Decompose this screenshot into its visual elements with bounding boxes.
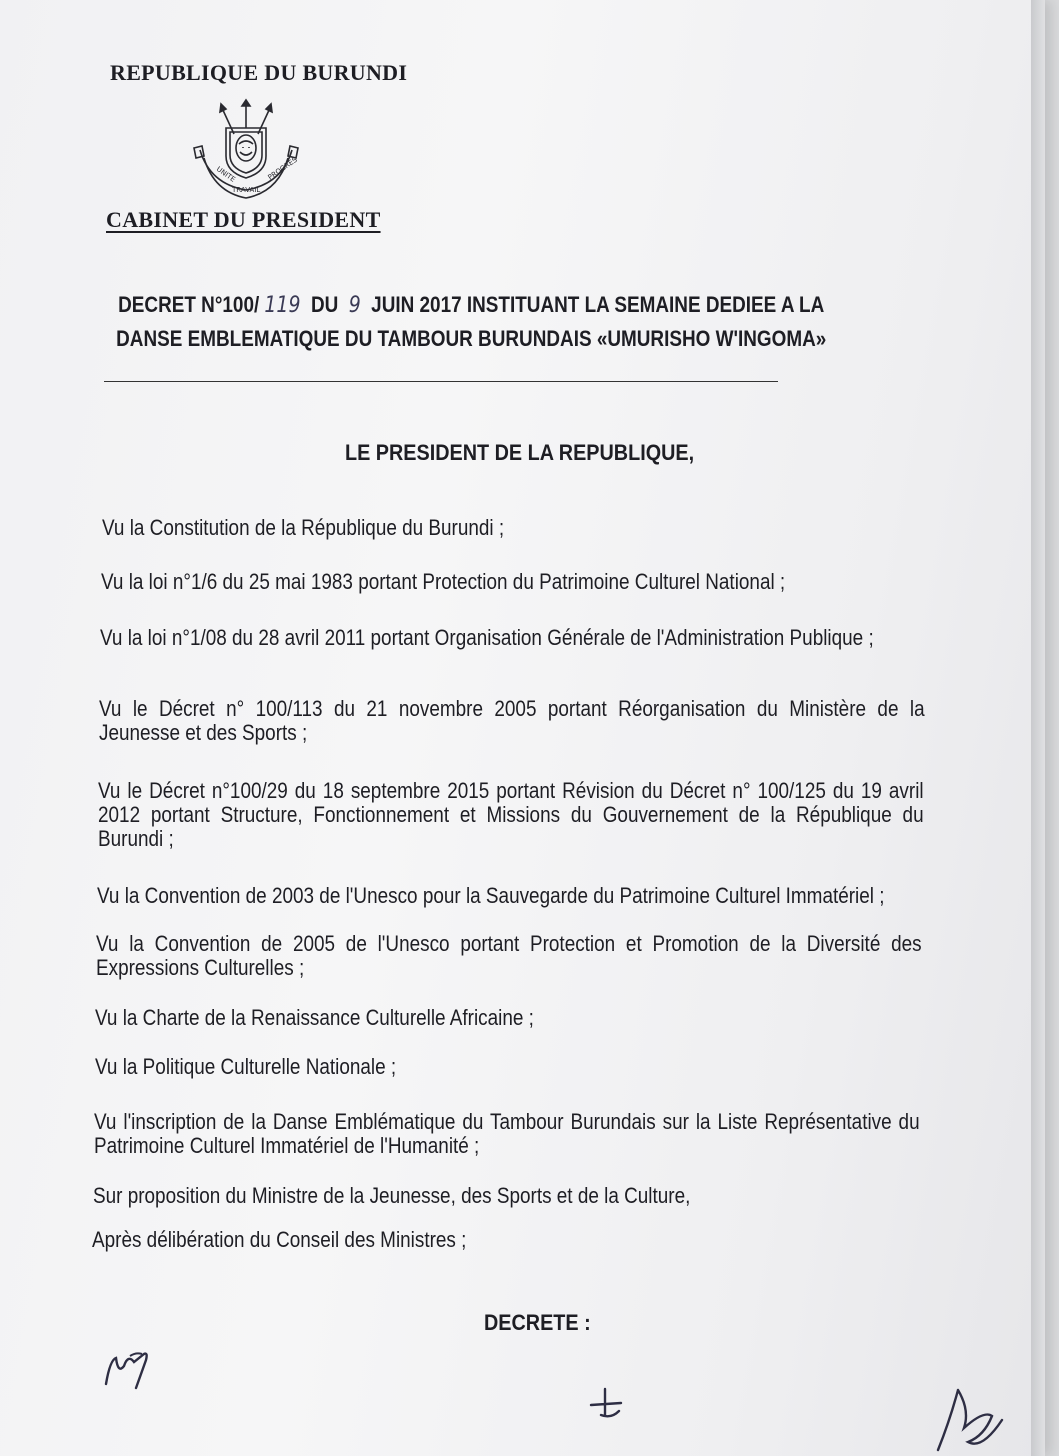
consideration-12: Après délibération du Conseil des Ministres ; [92,1227,467,1252]
initials-center-signature-icon [585,1385,635,1425]
consideration-6: Vu la Convention de 2003 de l'Unesco pour la Sauvegarde du Patrimoine Culturel Immatériel ; [97,883,885,908]
consideration-1: Vu la Constitution de la République du Burundi ; [102,515,505,540]
svg-text:UNITE: UNITE [214,165,237,184]
cabinet-heading: CABINET DU PRESIDENT [106,207,381,232]
decree-number-handwritten: 119 [264,293,301,318]
decree-day-handwritten: 9 [348,293,361,318]
decrete-heading: DECRETE : [484,1310,591,1335]
page-edge [1031,0,1045,1456]
title-divider [104,381,778,382]
consideration-8: Vu la Charte de la Renaissance Culturelle Africaine ; [95,1005,534,1030]
republic-heading: REPUBLIQUE DU BURUNDI [110,60,408,85]
decree-title-line-1 [110,292,832,318]
decree-title-line-2: DANSE EMBLEMATIQUE DU TAMBOUR BURUNDAIS «UMURISHO W'INGOMA» [116,326,827,351]
consideration-2: Vu la loi n°1/6 du 25 mai 1983 portant Protection du Patrimoine Culturel National ; [101,569,786,594]
decree-prefix: DECRET N°100/ [118,292,260,317]
consideration-11: Sur proposition du Ministre de la Jeunesse, des Sports et de la Culture, [93,1183,691,1208]
decree-title-rest: JUIN 2017 INSTITUANT LA SEMAINE DEDIEE A LA [371,292,825,317]
initials-left-signature-icon [100,1340,180,1400]
coat-of-arms-icon [190,98,302,202]
president-heading: LE PRESIDENT DE LA REPUBLIQUE, [345,440,695,465]
consideration-5: Vu le Décret n°100/29 du 18 septembre 2015 portant Révision du Décret n° 100/125 du 19 avril 2012 portant Structure, Fonctionnement et Missions du Gouvernement de la République du Burundi ; [98,778,924,851]
svg-text:TRAVAIL: TRAVAIL [232,186,261,194]
consideration-3: Vu la loi n°1/08 du 28 avril 2011 portant Organisation Générale de l'Administration Publique ; [100,625,874,650]
decree-du: DU [310,292,339,317]
initials-right-signature-icon [930,1380,1020,1456]
consideration-7: Vu la Convention de 2005 de l'Unesco portant Protection et Promotion de la Diversité des Expressions Culturelles ; [96,931,922,980]
consideration-10: Vu l'inscription de la Danse Emblématique du Tambour Burundais sur la Liste Représentative du Patrimoine Culturel Immatériel de l'Humanité ; [94,1109,920,1158]
consideration-4: Vu le Décret n° 100/113 du 21 novembre 2005 portant Réorganisation du Ministère de la Jeunesse et des Sports ; [99,696,925,745]
consideration-9: Vu la Politique Culturelle Nationale ; [95,1054,397,1079]
svg-text:PROGRES: PROGRES [266,155,299,182]
